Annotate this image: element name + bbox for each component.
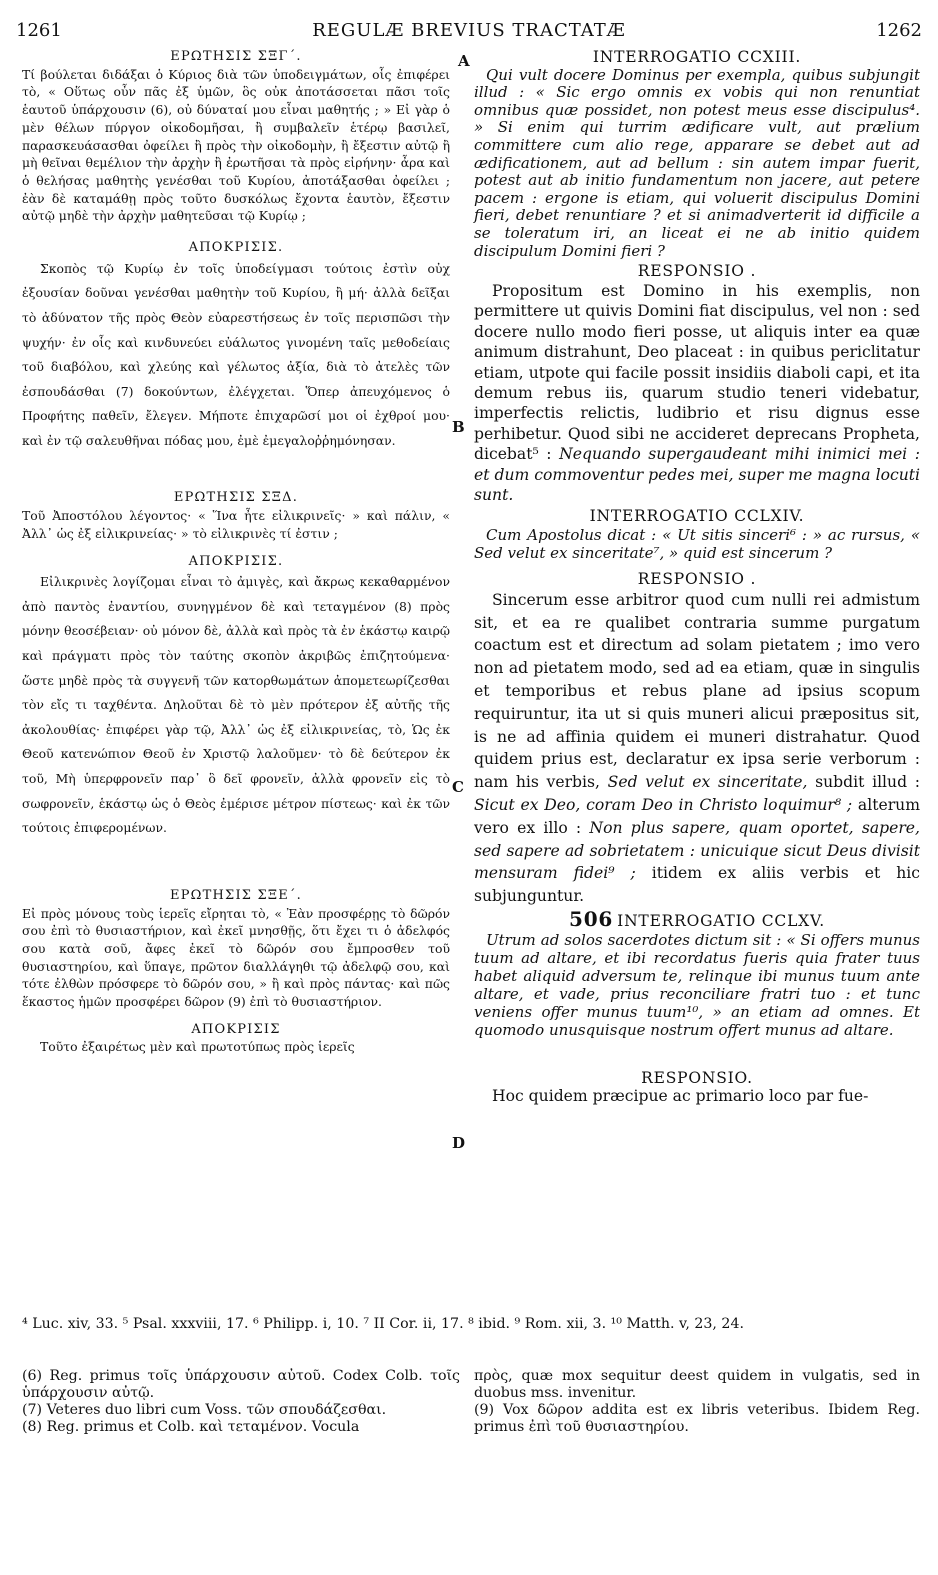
latin-answer-263-text [474, 281, 920, 505]
latin-question-264-text: Cum Apostolus dicat : « Ut sitis sinceri⁶ : » ac rursus, « Sed velut ex sinceritate⁷, » quid est sincerum ? [474, 526, 920, 563]
greek-question-263-text: Τί βούλεται διδάξαι ὁ Κύριος διὰ τῶν ὑποδειγμάτων, οἷς ἐπιφέρει τὸ, « Οὕτως οὖν πᾶς ἐξ ὑμῶν, ὃς οὐκ ἀποτάσσεται πᾶσι τοῖς ἑαυτοῦ ὑπάρχουσιν (6), οὐ δύναταί μου εἶναι μαθητής ; » Εἰ γὰρ ὁ μὲν θέλων πύργον οἰκοδομῆσαι, ἢ συμβαλεῖν ἑτέρῳ βασιλεῖ, παρασκευάσασθαι ὀφείλει ἢ πρὸς τὴν οἰκοδομὴν, ἢ ἔξεστιν αὐτῷ ἢ μὴ θεῖναι θεμέλιον τὴν ἀρχὴν ἢ ἐρωτῆσαι τὰ πρὸς εἰρήνην· ἆρα καὶ ὁ θελήσας μαθητὴς γενέσθαι τοῦ Κυρίου, ἀποτάξασθαι ὀφείλει ; ἐὰν δὲ καταμάθῃ πρὸς τοῦτο δυσκόλως ἔχοντα ἑαυτὸν, ἔξεστιν αὐτῷ μηδὲ τὴν ἀρχὴν μαθητεῦσαι τῷ Κυρίῳ ; [22, 66, 450, 224]
greek-column [22, 48, 450, 1056]
margin-letter-c: C [452, 778, 464, 796]
latin-answer-264-part4: itidem ex aliis verbis et hic subjunguntur. [474, 864, 920, 906]
running-header [0, 20, 938, 46]
latin-column [474, 48, 920, 1106]
latin-answer-263-body: Propositum est Domino in his exemplis, non permittere ut quivis Domini fiat discipulus, vel non : sed docere nullo modo fieri posse, ut aliquis inter ea quæ animum distrahunt, Deo placeat : in quibus periclitatur etiam, utpote qui facile possit insidiis diaboli capi, et ita demum rebus iis, quarum studio teneri videbatur, imperfectis relictis, ludibrio et risu dignus esse perhibetur. Quod sibi ne accideret deprecans Propheta, dicebat⁵ : [474, 281, 920, 464]
greek-question-264-text: Τοῦ Ἀποστόλου λέγοντος· « Ἵνα ἦτε εἰλικρινεῖς· » καὶ πάλιν, « Ἀλλ᾽ ὡς ἐξ εἰλικρινείας· » τὸ εἰλικρινὲς τί ἐστιν ; [22, 508, 450, 541]
margin-letter-a: A [458, 52, 470, 70]
latin-answer-263-quote: Nequando supergaudeant mihi inimici mei : et dum commoventur pedes mei, super me magna locuti sunt. [474, 445, 920, 504]
greek-answer-264-title: ΑΠΟΚΡΙΣΙΣ. [188, 553, 284, 569]
column-number-marker: 506 [568, 906, 614, 931]
latin-question-264-title: INTERROGATIO CCLXIV. [589, 507, 805, 526]
latin-question-265-heading [474, 906, 920, 931]
latin-question-265-title: INTERROGATIO CCLXV. [617, 911, 826, 930]
greek-question-265-title: ΕΡΩΤΗΣΙΣ ΣΞΕ΄. [170, 887, 302, 903]
notes-left [22, 1368, 460, 1436]
note-8-continued: πρὸς, quæ mox sequitur deest quidem in vulgatis, sed in duobus mss. invenitur. [474, 1368, 920, 1401]
latin-question-263-title: INTERROGATIO CCXIII. [592, 48, 802, 66]
latin-answer-264-text [474, 589, 920, 908]
margin-letter-b: B [452, 418, 465, 436]
page-number-left: 1261 [16, 20, 62, 41]
latin-answer-264-title: RESPONSIO . [637, 570, 757, 589]
latin-question-265-text: Utrum ad solos sacerdotes dictum sit : « Si offers munus tuum ad altare, et ibi recordatus fueris quia frater tuus habet aliquid adversum te, relinque ibi munus tuum ante altare, et vade, prius reconciliare fratri tuo : et tunc veniens offer munus tuum¹⁰, » an etiam ad omnes. Et quomodo unusquisque nostrum offert munus ad altare. [474, 930, 920, 1039]
latin-answer-264-part2: subdit illud : [807, 773, 921, 792]
latin-answer-264-quote3: Non plus sapere, quam oportet, sapere, sed sapere ad sobrietatem : unicuique sicut Deus divisit mensuram fidei⁹ ; [474, 818, 920, 883]
margin-letter-d: D [452, 1134, 466, 1152]
latin-question-263-text: Qui vult docere Dominus per exempla, quibus subjungit illud : « Sic ergo omnis ex vobis qui non renuntiat omnibus quæ possidet, non potest meus esse discipulus⁴. » Si enim qui turrim ædificare vult, aut prælium committere cum alio rege, apparare se debet aut ad ædificationem, aut ad bellum : sin autem impar fuerit, potest aut ab initio fundamentum non jacere, aut petere pacem : ergone is etiam, qui voluerit discipulus Domini fieri, debet renuntiare ? et si animadverterit id difficile a se toleratum iri, an liceat ei ne ab initio quidem discipulum Domini fieri ? [474, 65, 920, 260]
note-7: (7) Veteres duo libri cum Voss. τῶν σπουδάζεσθαι. [22, 1402, 387, 1418]
latin-answer-265-text: Hoc quidem præcipue ac primario loco par fue- [492, 1087, 869, 1106]
note-8: (8) Reg. primus et Colb. καὶ τεταμένον. Vocula [22, 1419, 360, 1435]
note-9: (9) Vox δῶρον addita est ex libris veteribus. Ibidem Reg. primus ἐπὶ τοῦ θυσιαστηρίου. [474, 1402, 920, 1435]
greek-answer-263-title: ΑΠΟΚΡΙΣΙΣ. [188, 240, 284, 256]
greek-question-265-text: Εἰ πρὸς μόνους τοὺς ἱερεῖς εἴρηται τὸ, « Ἐὰν προσφέρῃς τὸ δῶρόν σου ἐπὶ τὸ θυσιαστήριον, καὶ ἐκεῖ μνησθῇς, ὅτι ἔχει τι ὁ ἀδελφός σου κατὰ σοῦ, ἄφες ἐκεῖ τὸ δῶρόν σου ἔμπροσθεν τοῦ θυσιαστηρίου, καὶ ὕπαγε, πρῶτον διαλλάγηθι τῷ ἀδελφῷ σου, καὶ τότε ἐλθὼν πρόσφερε τὸ δῶρόν σου, » ἢ καὶ πρὸς πάντας· καὶ πῶς ἕκαστος ἡμῶν προσφέρει δῶρον (9) ἐπὶ τὸ θυσιαστήριον. [22, 905, 450, 1010]
greek-answer-265-text: Τοῦτο ἐξαιρέτως μὲν καὶ πρωτοτύπως πρὸς ἱερεῖς [40, 1039, 355, 1055]
scripture-references: ⁴ Luc. xiv, 33. ⁵ Psal. xxxviii, 17. ⁶ Philipp. i, 10. ⁷ II Cor. ii, 17. ⁸ ibid. ⁹ Rom. xii, 3. ¹⁰ Matth. v, 23, 24. [22, 1316, 744, 1332]
page-number-right: 1262 [876, 20, 922, 41]
greek-answer-263-text: Σκοπὸς τῷ Κυρίῳ ἐν τοῖς ὑποδείγμασι τούτοις ἐστὶν οὐχ ἐξουσίαν δοῦναι γενέσθαι μαθητὴν τοῦ Κυρίου, ἢ μή· ἀλλὰ δεῖξαι τὸ ἀδύνατον τῆς πρὸς Θεὸν εὐαρεστήσεως ἐν τοῖς περισπῶσι τὴν ψυχήν· ἐν οἷς καὶ κινδυνεύει εὐάλωτος γινομένη ταῖς μεθοδείαις τοῦ διαβόλου, καὶ χλεύης καὶ γέλωτος ἀξία, διὰ τὸ ἀτελὲς τῶν ἐσπουδάσθαι (7) δοκούντων, ἐλέγχεται. Ὅπερ ἀπευχόμενος ὁ Προφήτης παθεῖν, ἔλεγεν. Μήποτε ἐπιχαρῶσί μοι οἱ ἐχθροί μου· καὶ ἐν τῷ σαλευθῆναι πόδας μου, ἐμὲ ἐμεγαλοῤῥημόνησαν. [22, 260, 450, 448]
latin-answer-265-title: RESPONSIO. [641, 1068, 753, 1087]
latin-answer-264-part3: alterum vero ex illo : [474, 795, 920, 837]
greek-answer-264-text: Εἰλικρινὲς λογίζομαι εἶναι τὸ ἀμιγὲς, καὶ ἄκρως κεκαθαρμένον ἀπὸ παντὸς ἐναντίου, συνηγμένον δὲ καὶ τεταγμένον (8) πρὸς μόνην θεοσέβειαν· οὐ μόνον δὲ, ἀλλὰ καὶ πρὸς τὰ ἐν ἑκάστῳ καιρῷ καὶ πράγματι πρὸς τὸν ταύτης σκοπὸν ἀκριβῶς ἐπιζητούμενα· ὥστε μηδὲ πρὸς τὰ συγγενῆ τῶν κατορθωμάτων ἀπομετεωρίζεσθαι τὸν εἴς τι ταχθέντα. Δηλοῦται δὲ τὸ μὲν πρότερον ἐξ αὐτῆς τῆς ἀκολουθίας· ἐπιφέρει γὰρ τῷ, Ἀλλ᾽ ὡς ἐξ εἰλικρινείας, τὸ, Ὡς ἐκ Θεοῦ κατενώπιον Θεοῦ ἐν Χριστῷ λαλοῦμεν· τὸ δὲ δεύτερον ἐκ τοῦ, Μὴ ὑπερφρονεῖν παρ᾽ ὃ δεῖ φρονεῖν, ἀλλὰ φρονεῖν εἰς τὸ σωφρονεῖν, ἑκάστῳ ὡς ὁ Θεὸς ἐμέρισε μέτρον πίστεως· καὶ ἐκ τῶν τούτοις ἐπιφερομένων. [22, 574, 450, 836]
latin-answer-264-quote1: Sed velut ex sinceritate, [607, 773, 808, 792]
greek-answer-265-title: ΑΠΟΚΡΙΣΙΣ [191, 1021, 281, 1037]
greek-question-263-title: ΕΡΩΤΗΣΙΣ ΣΞΓ΄. [170, 49, 302, 64]
note-6: (6) Reg. primus τοῖς ὑπάρχουσιν αὐτοῦ. Codex Colb. τοῖς ὑπάρχουσιν αὐτῷ. [22, 1368, 460, 1401]
running-title: REGULÆ BREVIUS TRACTATÆ [312, 20, 626, 41]
latin-answer-263-title: RESPONSIO . [637, 262, 757, 281]
latin-answer-264-quote2: Sicut ex Deo, coram Deo in Christo loquimur⁸ ; [474, 795, 853, 814]
latin-answer-264-part1: Sincerum esse arbitror quod cum nulli rei admistum sit, et ea re qualibet contraria summe purgatum coactum est et directum ad solam pietatem ; imo vero non ad pietatem modo, sed ad ea etiam, quæ in singulis et temporibus et rebus plane ad ipsius scopum requiruntur, ita ut si quis muneri alicui præpositus sit, is ne ad affinia quidem ei muneri distrahatur. Quod quidem prius est, declaratur ex ipsa serie verborum : nam his verbis, [474, 590, 920, 792]
notes-right [474, 1368, 920, 1436]
greek-question-264-title: ΕΡΩΤΗΣΙΣ ΣΞΔ. [173, 490, 299, 506]
